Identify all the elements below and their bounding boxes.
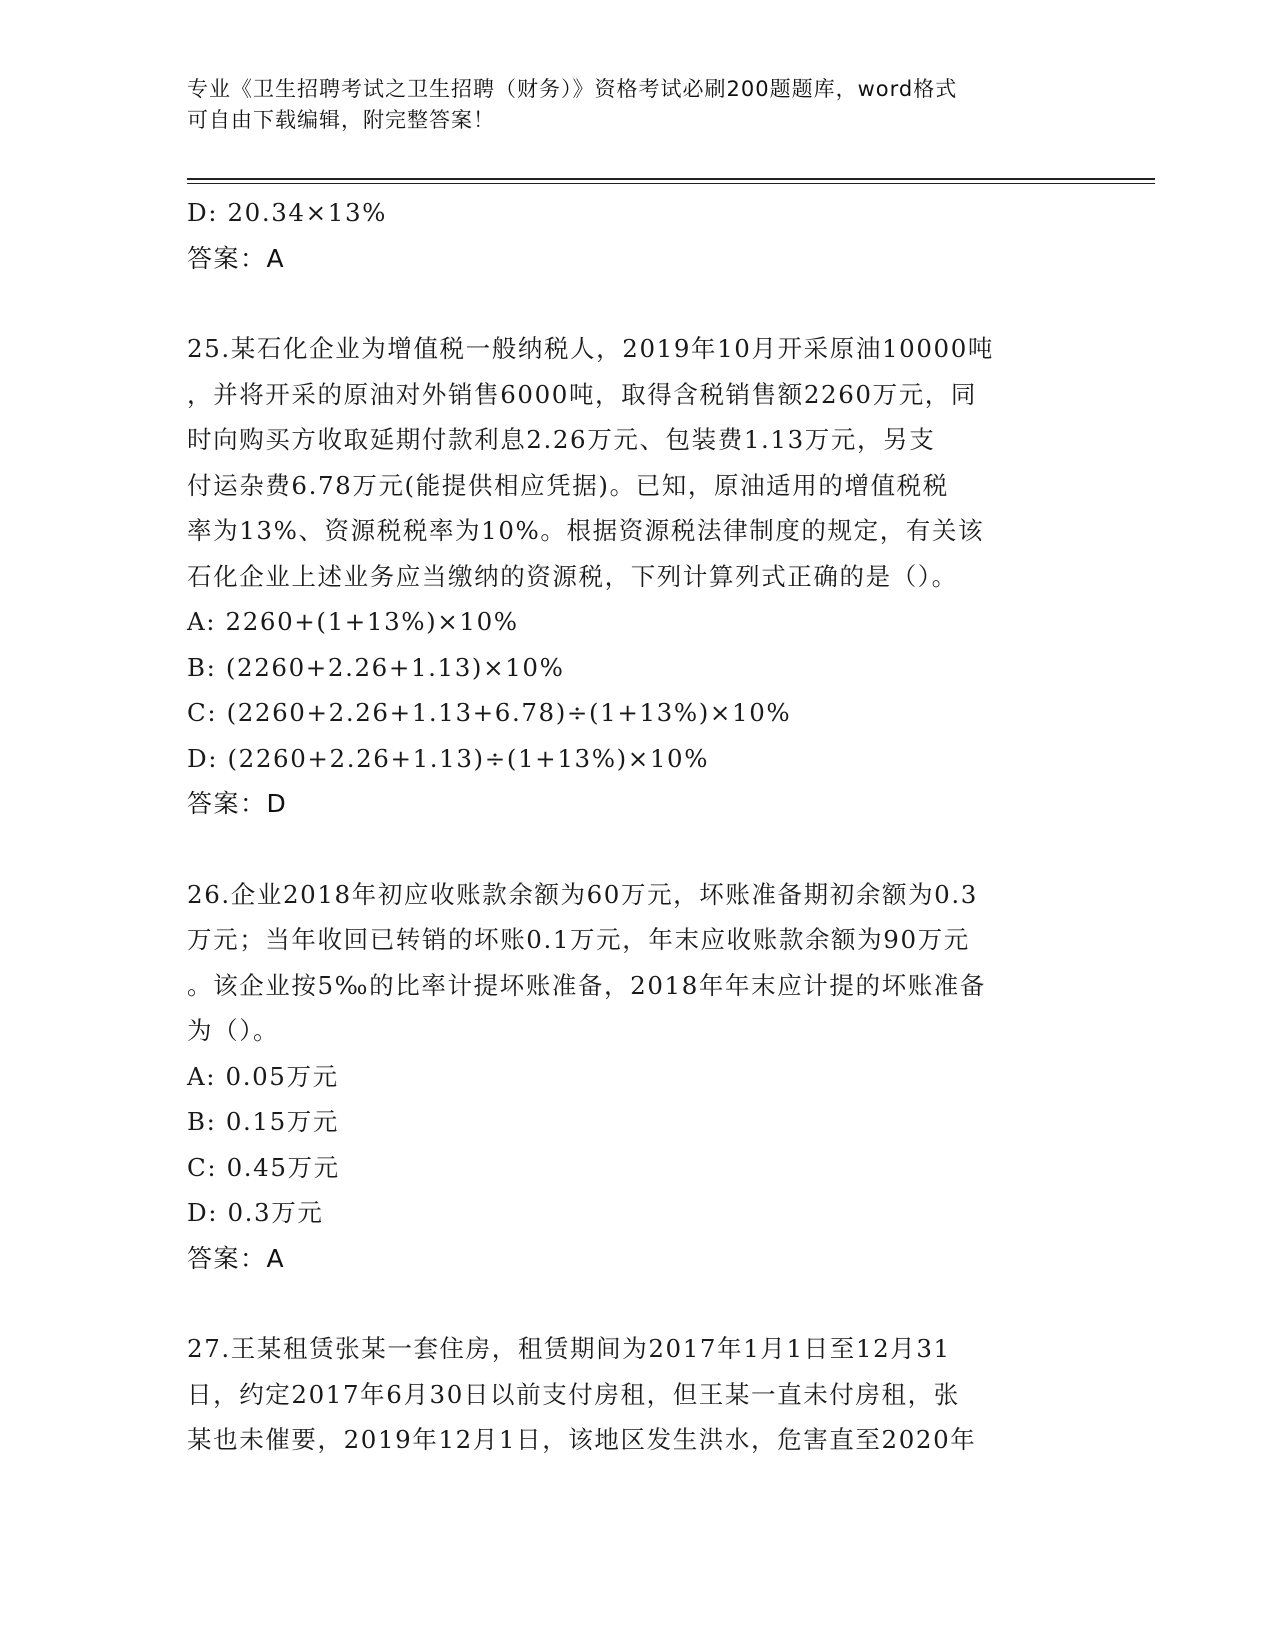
q24-option-d: D: 20.34×13%	[187, 198, 388, 227]
q25-stem-line: 付运杂费6.78万元(能提供相应凭据)。已知，原油适用的增值税税	[187, 470, 949, 500]
q27-block	[187, 1326, 1087, 1463]
q26-option-c: C: 0.45万元	[187, 1152, 340, 1182]
q25-stem-line: 25.某石化企业为增值税一般纳税人，2019年10月开采原油10000吨	[187, 334, 995, 363]
q25-stem-line: 时向购买方收取延期付款利息2.26万元、包装费1.13万元，另支	[187, 425, 936, 454]
q25-answer: 答案：D	[187, 789, 288, 818]
header-title-line-2: 可自由下载编辑，附完整答案！	[187, 108, 495, 132]
question-content	[187, 190, 1087, 1463]
q25-option-a: A: 2260+(1+13%)×10%	[187, 607, 519, 636]
q25-option-d: D: (2260+2.26+1.13)÷(1+13%)×10%	[187, 743, 710, 773]
q25-option-b: B: (2260+2.26+1.13)×10%	[187, 652, 565, 682]
question-spacer	[187, 1281, 1087, 1326]
q25-stem-line: 石化企业上述业务应当缴纳的资源税，下列计算列式正确的是（）。	[187, 561, 958, 591]
q26-option-d: D: 0.3万元	[187, 1198, 324, 1227]
q26-stem-line: 26.企业2018年初应收账款余额为60万元，坏账准备期初余额为0.3	[187, 879, 978, 909]
q26-block	[187, 872, 1087, 1282]
q26-option-b: B: 0.15万元	[187, 1107, 339, 1136]
q25-option-c: C: (2260+2.26+1.13+6.78)÷(1+13%)×10%	[187, 698, 792, 727]
q26-stem-line: 。该企业按5‰的比率计提坏账准备，2018年年末应计提的坏账准备	[187, 970, 987, 1000]
header-title-line-1: 专业《卫生招聘考试之卫生招聘（财务）》资格考试必刷200题题库，word格式	[187, 77, 958, 101]
q26-answer: 答案：A	[187, 1243, 286, 1273]
q27-stem-line: 27.王某租赁张某一套住房，租赁期间为2017年1月1日至12月31	[187, 1334, 951, 1363]
header-divider-thin	[187, 183, 1155, 184]
q27-stem-line: 日，约定2017年6月30日以前支付房租，但王某一直未付房租，张	[187, 1379, 960, 1409]
q26-option-a: A: 0.05万元	[187, 1061, 339, 1091]
question-spacer	[187, 281, 1087, 326]
q25-stem-line: 率为13%、资源税税率为10%。根据资源税法律制度的规定，有关该	[187, 516, 985, 545]
q25-block	[187, 326, 1087, 827]
header-divider-thick	[187, 178, 1155, 180]
q26-stem-line: 为（）。	[187, 1016, 280, 1045]
q27-stem-line: 某也未催要，2019年12月1日，该地区发生洪水，危害直至2020年	[187, 1425, 977, 1454]
question-spacer	[187, 827, 1087, 872]
page-header	[187, 74, 1067, 136]
q25-stem-line: ，并将开采的原油对外销售6000吨，取得含税销售额2260万元，同	[187, 379, 977, 409]
q24-answer: 答案：A	[187, 243, 286, 273]
q26-stem-line: 万元；当年收回已转销的坏账0.1万元，年末应收账款余额为90万元	[187, 925, 970, 954]
